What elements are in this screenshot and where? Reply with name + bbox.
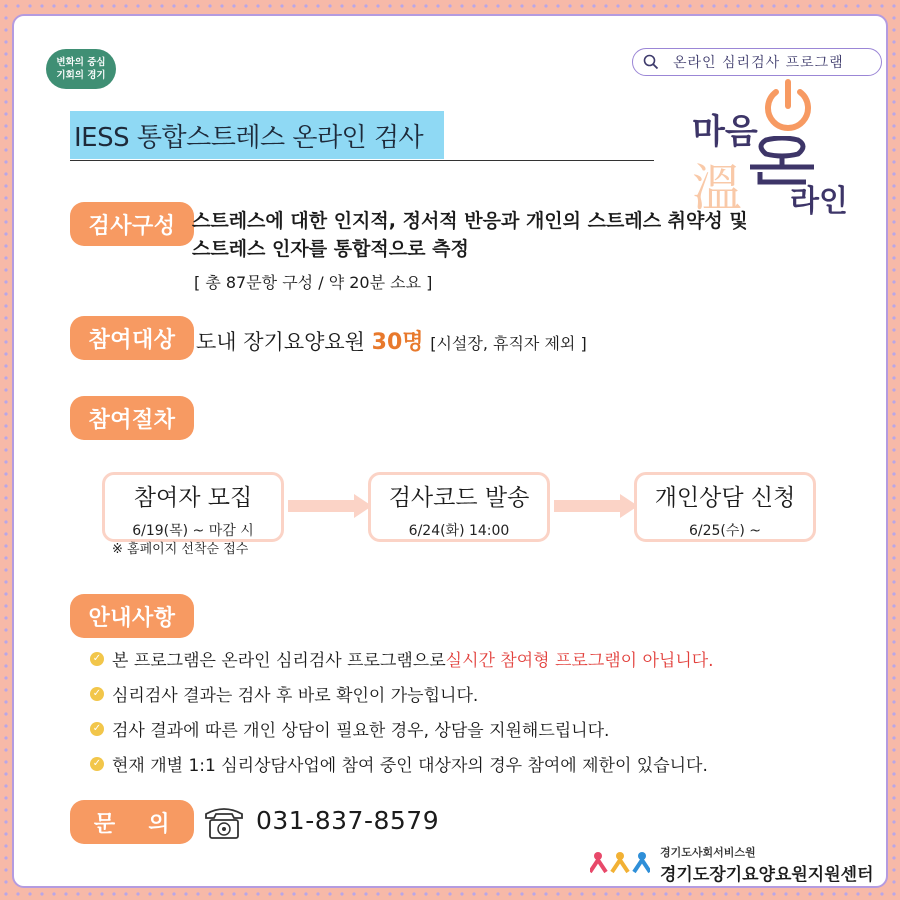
arrow-icon	[554, 494, 638, 518]
logo-text-1: 마음	[692, 112, 758, 152]
step-card-1	[102, 472, 284, 542]
check-icon: ✓	[90, 722, 104, 736]
seal-line-1: 변화의 중심	[56, 57, 106, 68]
contact-phone: 031-837-8579	[256, 806, 440, 835]
search-pill[interactable]	[632, 48, 882, 76]
notice-item-1-highlight: 실시간 참여형 프로그램이 아닙니다.	[445, 651, 714, 671]
notice-item-2-text: 심리검사 결과는 검사 후 바로 확인이 가능힙니다.	[112, 686, 479, 706]
page-title: IESS 통합스트레스 온라인 검사	[74, 122, 424, 153]
maeum-online-logo	[690, 78, 860, 218]
notice-item-2	[90, 681, 478, 706]
tag-procedure: 참여절차	[70, 396, 194, 440]
search-icon	[643, 54, 659, 70]
notice-item-4	[90, 751, 708, 776]
tag-contact: 문 의	[70, 800, 194, 844]
check-icon: ✓	[90, 652, 104, 666]
tag-notice: 안내사항	[70, 594, 194, 638]
logo-text-2: 溫	[692, 159, 742, 217]
notice-item-3	[90, 716, 609, 741]
org-people-icon	[590, 850, 650, 878]
step-1-date: 6/19(목) ~ 마감 시	[132, 523, 254, 539]
notice-item-3-text: 검사 결과에 따른 개인 상담이 필요한 경우, 상담을 지원해드립니다.	[112, 721, 610, 741]
composition-line-1: 스트레스에 대한 인지적, 정서적 반응과 개인의 스트레스 취약성 및	[192, 210, 748, 232]
search-label: 온라인 심리검사 프로그램	[673, 55, 844, 71]
org-parent: 경기도사회서비스원	[660, 846, 756, 859]
target-note: [시설장, 휴직자 제외 ]	[430, 334, 587, 353]
notice-item-1	[90, 646, 714, 671]
arrow-icon	[288, 494, 372, 518]
check-icon: ✓	[90, 687, 104, 701]
org-name: 경기도장기요양요원지원센터	[660, 865, 874, 885]
telephone-icon	[202, 802, 246, 842]
procedure-footnote: ※ 홈페이지 선착순 접수	[112, 542, 249, 557]
notice-item-1-text: 본 프로그램은 온라인 심리검사 프로그램으로	[112, 651, 446, 671]
step-3-title: 개인상담 신청	[654, 485, 796, 511]
step-1-title: 참여자 모집	[133, 485, 253, 511]
target-line	[196, 325, 587, 356]
gyeonggi-seal	[46, 49, 116, 89]
step-card-3	[634, 472, 816, 542]
check-icon: ✓	[90, 757, 104, 771]
composition-detail: [ 총 87문항 구성 / 약 20분 소요 ]	[194, 273, 433, 292]
composition-line-2: 스트레스 인자를 통합적으로 측정	[192, 238, 469, 260]
target-text: 도내 장기요양요원	[196, 330, 365, 354]
target-count: 30명	[371, 330, 424, 355]
seal-line-2: 기회의 경기	[56, 70, 106, 81]
step-card-2	[368, 472, 550, 542]
step-2-date: 6/24(화) 14:00	[408, 523, 510, 539]
tag-target: 참여대상	[70, 316, 194, 360]
tag-composition: 검사구성	[70, 202, 194, 246]
title-underline	[70, 160, 654, 161]
step-3-date: 6/25(수) ~	[688, 523, 762, 539]
power-icon	[760, 78, 816, 136]
notice-item-4-text: 현재 개별 1:1 심리상담사업에 참여 중인 대상자의 경우 참여에 제한이 있습니다.	[112, 756, 708, 776]
poster-card	[12, 14, 888, 888]
step-2-title: 검사코드 발송	[388, 485, 530, 511]
title-banner	[70, 111, 444, 159]
logo-text-3: 라인	[790, 184, 848, 219]
